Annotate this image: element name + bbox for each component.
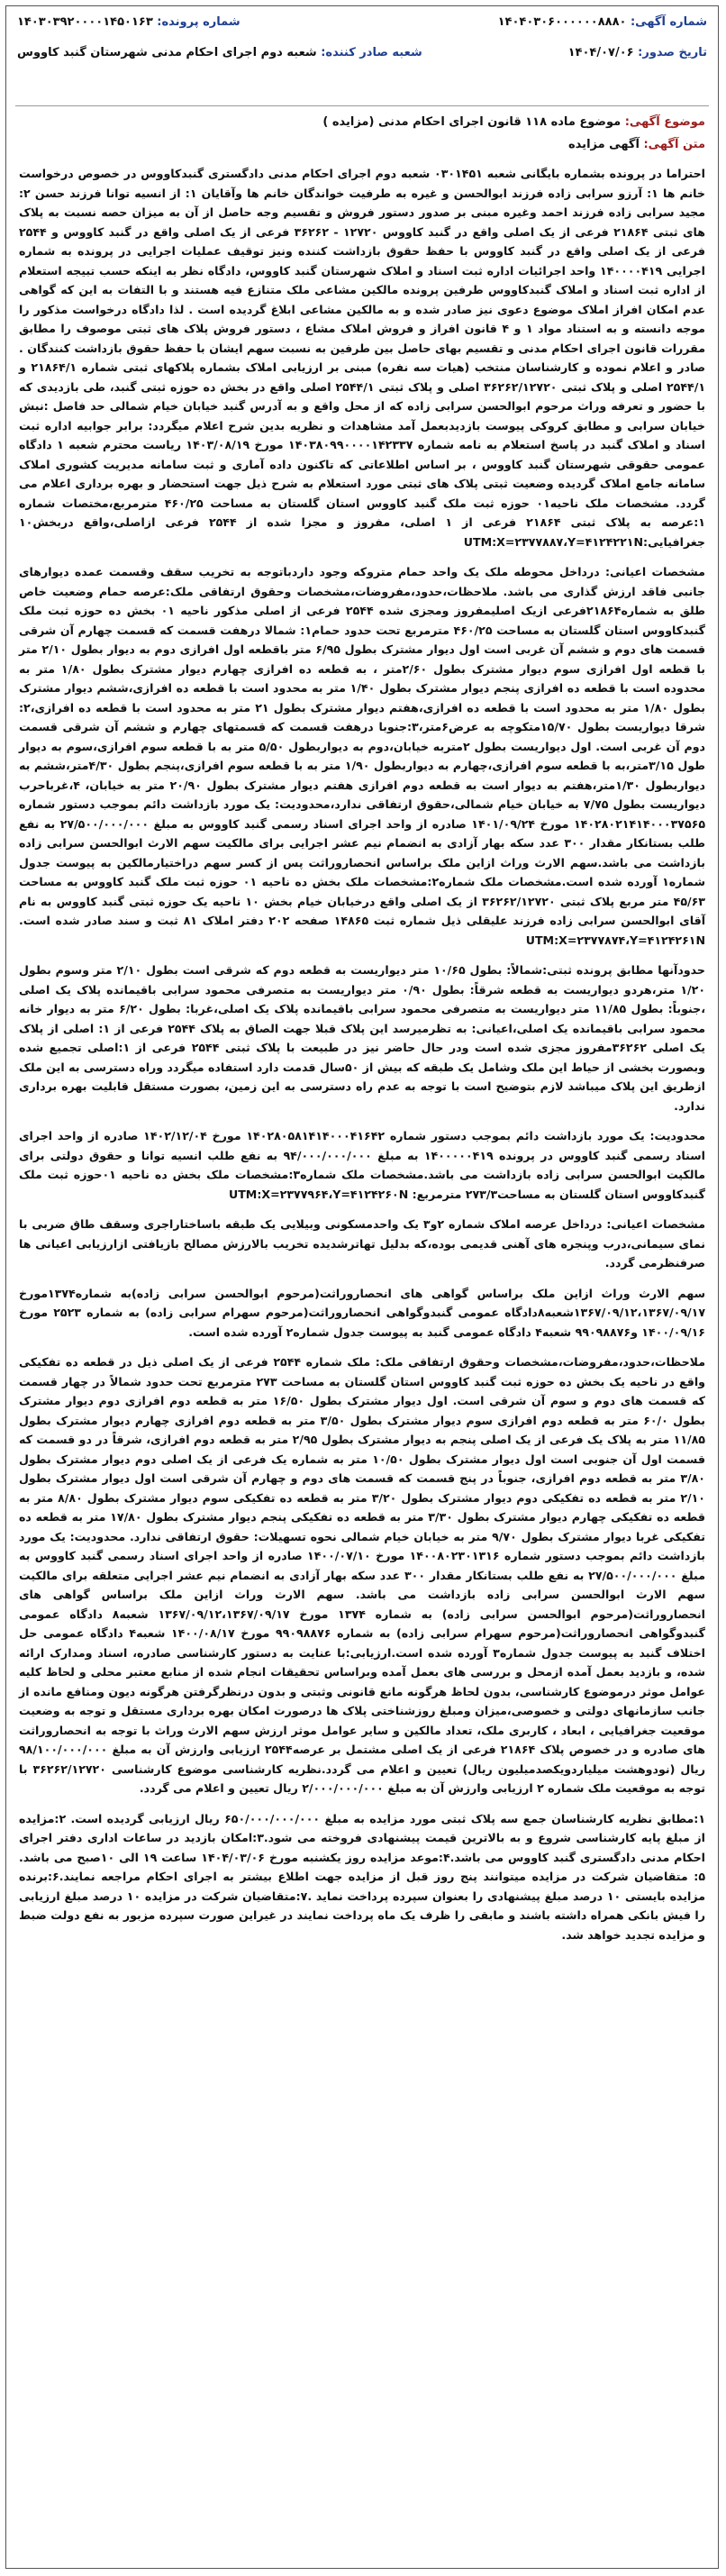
notice-text-title: متن آگهی: آگهی مزایده bbox=[568, 138, 705, 151]
issuing-branch: شعبه صادر کننده: شعبه دوم اجرای احکام مدنی شهرستان گنبد کاووس bbox=[17, 46, 422, 59]
paragraph-1: احتراما در پرونده بشماره بایگانی شعبه ۰۳۰۱۴۵۱ شعبه دوم اجرای احکام مدنی دادگستری گنبدکاووس در خصوص درخواست خانم ها ۱: آرزو سرابی زاده فرزند ابوالحسن و غیره به طرفیت خواندگان خانم ها وآقایان ۱: از انسیه توانا فرزند حسن ۲: مجید سرابی زاده فرزند احمد وغیره مبنی بر صدور دستور فروش و تقسیم وجه حاصل از آن به میزان حصه نسبت به پلاک های ثبتی ۲۱۸۶۴ فرعی از یک اصلی واقع در گنبد کاووس ۱۲۷۲۰ - ۳۶۲۶۲ فرعی از یک اصلی واقع در گنبد کاووس و ۲۵۴۴ فرعی از یک اصلی واقع در گنبد کاووس با حفظ حقوق بازداشت کننده ونیز توقیف عملیات اجرایی در پرونده به شماره اجرایی ۱۴۰۰۰۰۴۱۹ واحد اجرائیات اداره ثبت اسناد و املاک شهرستان گنبد کاووس، دادگاه نظر به اینکه حسب تبیجه استعلام از اداره ثبت اسناد و املاک گنبدکاووس طرفین پرونده مالکین مشاعی ملک متنازع فیه هستند و با التفات به این که گواهی عدم امکان افراز املاک موضوع دعوی نیز صادر شده و به مالکین مشاعی ابلاغ گردیده است . لذا دادگاه درخواست مذکور را موجه دانسته و به استناد مواد ۱ و ۴ قانون افراز و فروش املاک مشاع ، دستور فروش پلاک های ثبتی موصوف را مطابق مقررات قانون اجرای احکام مدنی و تقسیم بهای حاصل بین طرفین به نسبت سهم ایشان با حفظ حقوق بازداشت کنندگان . صادر و اعلام نموده و کارشناسان منتخب (هیات سه نفره) مبنی بر ارزیابی املاک بشماره پلاکهای ثبتی شماره ۲۱۸۶۴/۱ و ۲۵۴۴/۱ اصلی و پلاک ثبتی ۳۶۲۶۲/۱۲۷۲۰ اصلی و پلاک ثبتی ۲۵۴۴/۱ اصلی واقع در بخش ده حوزه ثبتی گنبد، طی بازدیدی که با حضور و تعرفه وراث مرحوم ابوالحسن سرابی زاده که از محل واقع و به آدرس گنبد خیابان خیام شمالی حد فاصل :نبش خیابان سرابی و مطابق کروکی پیوست بازدیدبعمل آمد مشاهدات و نظریه بدین شرح اعلام میگردد: برابر جوابیه اداره ثبت اسناد و املاک گنبد در پاسخ استعلام به نامه شماره ۱۴۰۳۸۰۹۹۰۰۰۰۱۴۲۳۳۷ مورخ ۱۴۰۳/۰۸/۱۹ ریاست محترم شعبه ۱ دادگاه عمومی حقوقی شهرستان گنبد کاووس ، بر اساس اطلاعاتی که تاکنون داده آماری و ثبت سامانه مدیریت کشوری املاک سامانه جامع املاک گردیده وضعیت ثبتی پلاک های ثبتی مورد استعلام به شرح ذیل جهت استحضار و بهره برداری اعلام می گردد. مشخصات ملک ناحیه۰۱ حوزه ثبت ملک گنبد کاووس استان گلستان به مساحت ۴۶۰/۲۵ مترمربع،مختصات شماره ۱:عرصه به پلاک ثبتی ۲۱۸۶۴ فرعی از ۱ اصلی، مفروز و مجزا شده از ۲۵۴۴ فرعی ازاصلی،واقع دربخش۱۰ جغرافیایی:UTM:X=۲۳۷۷۸۸۷،Y=۴۱۲۴۲۲۱N bbox=[19, 167, 706, 549]
paragraph-5: مشخصات اعیانی: درداخل عرصه املاک شماره ۲و۳ یک واحدمسکونی وبیلایی یک طبقه باساختاراجری وسقف طاق ضربی با نمای سیمانی،درب وپنجره های آهنی قدیمی بوده،که بدلیل تهاترشدیده تخریب بالارزش مصالح بازیافتی ازارزیابی اعیانی ها صرفنظرمی گردد. bbox=[19, 1217, 705, 1270]
paragraph-6: سهم الارث وراث ازاین ملک براساس گواهی های انحصاروراثت(مرحوم ابوالحسن سرابی زاده)به شماره۱۳۷۴مورخ ۱۳۶۷/۰۹/۱۲،۱۳۶۷/۰۹/۱۷شعبه۸دادگاه عمومی گنبدوگواهی انحصاروراثت(مرحوم سهرام سرابی زاده) به شماره ۲۵۲۳ مورخ ۱۴۰۰/۰۹/۱۶ و۹۹۰۹۸۸۷۶ شعبه۴ دادگاه عمومی گنبد به پیوست جدول شماره۲ آورده شده است. bbox=[19, 1286, 706, 1339]
case-number: شماره پرونده: ۱۴۰۳۰۳۹۲۰۰۰۰۱۴۵۰۱۶۳ bbox=[17, 15, 240, 29]
paragraph-2: مشخصات اعیانی: درداخل محوطه ملک یک واحد حمام متروکه وجود داردباتوجه به تخریب سقف وقسمت عمده دیوارهای جانبی فاقد ارزش گذاری می باشد. ملاحظات،حدود،مفروضات،مشخصات وحقوق ارتفاقی ملک:عرصه حمام وضعیت خاص طلق به شماره۲۱۸۶۴فرعی ازیک اصلیمفروز ومجزی شده ۲۵۴۴ فرعی از اصلی مذکور ناحیه ۰۱ بخش ده حوزه ثبت ملک گنبدکاووس استان گلستان به مساحت ۴۶۰/۲۵ مترمربع تحت حدود حمام۱: شمالا درهفت قسمت که قسمت چهارم آن شرقی قسمت های دوم و ششم آن غربی است اول دیوار مشترک بطول ۶/۹۵ متر باقطعه اول افرازی دوم به دیوار بطول ۲/۱۰ متر با قطعه اول افرازی سوم دیوار مشترک بطول ۲/۶۰متر ، به قطعه ده افرازی چهارم دیوار مشترک بطول ۱/۸۰ متر به محدوده است با قطعه ده افرازی پنجم دیوار مشترک بطول ۱/۴۰ متر به محدود است با قطعه ده افرازی،ششم دیوار مشترک بطول ۱/۸۰ متر به محدود است با قطعه ده افرازی،هفتم دیوار مشترک بطول ۲۱ متر به محدود است با قطعه ده افرازی،۲: شرقا دیواریست بطول ۱۵/۷۰متکوچه به عرض۶متر،۳:جنوبا درهفت قسمت که قسمتهای چهارم و ششم آن شرقی قسمت دوم آن غربی است. اول دیواریست بطول ۲متربه خیابان،دوم به دیواربطول ۵/۵۰ متر به با قطعه سوم افرازی،سوم به دیوار طول ۳/۱۵متر،به با قطعه سوم افرازی،چهارم به دیواربطول ۱/۹۰ متر به با قطعه سوم افرازی،پنجم بطول ۴/۳۰متر،ششم به دیواربطول ۱/۳۰متر،هفتم به دیوار است به قطعه دوم افرازی هفتم دیوار مشترک بطول ۲۰/۹۰ متر به خیابان، ۴،غرباحرب دیواریست بطول ۷/۷۵ به خیابان خیام شمالی،حقوق ارتفاقی ندارد،محدودیت: یک مورد بازداشت دائم بموجب دستور شماره ۱۴۰۲۸۰۲۱۴۱۴۰۰۰۳۷۵۶۵ مورخ ۱۴۰۱/۰۹/۲۴ صادره از واحد اجرای اسناد رسمی گنبد کاووس به مبلغ ۲۷/۵۰۰/۰۰۰/۰۰۰ به نفع طلب بستانکار مقدار ۳۰۰ عدد سکه بهار آزادی به انضمام نیم عشر اجرایی برای مالکیت سهم الارث ابوالحسن سرابی زاده بازداشت می باشد.سهم الارث وراث ازاین ملک براساس انحصاروراثت پس از کسر سهم دراختیارمالکین به پیوست جدول شماره۱ آورده شده است.مشخصات ملک شماره۲:مشخصات ملک بخش ده ناحیه ۰۱ حوزه ثبت ملک گنبد کاووس به مساحت ۴۵/۶۳ متر مربع پلاک ثبتی ۳۶۲۶۲/۱۲۷۲۰ از یک اصلی واقع درخیابان خیام بخش ۱۰ ناحیه یک حوزه ثبتی گنبد کاووس به نام آقای ابوالحسن سرابی زاده فرزند علیقلی ذیل شماره ثبت ۱۴۸۶۵ صفحه ۲۰۲ دفتر املاک ۸۱ ثبت و سند صادر شده است. UTM:X=۲۳۷۷۸۷۴،Y=۴۱۲۴۲۶۱N bbox=[19, 565, 706, 947]
notice-number: شماره آگهی: ۱۴۰۴۰۳۰۶۰۰۰۰۰۰۸۸۸۰ bbox=[497, 15, 707, 29]
paragraph-7: ملاحظات،حدود،مفروضات،مشخصات وحقوق ارتفاقی ملک: ملک شماره ۲۵۴۴ فرعی از یک اصلی ذیل در قطعه ده تفکیکی واقع در ناحیه یک بخش ده حوزه ثبت گنبد کاووس استان گلستان به مساحت ۲۷۳ مترمربع تحت حدود شمالاً در چهار قسمت که قسمت های دوم و سوم آن شرقی است. اول دیوار مشترک بطول ۱۶/۵۰ متر به قطعه دوم افرازی دوم دیوار مشترک بطول ۶۰/۰ متر به قطعه دوم افرازی سوم دیوار مشترک بطول ۳/۵۰ متر به قطعه دوم افرازی چهارم دیوار مشترک بطول ۱۱/۸۵ متر به پلاک یک فرعی از یک اصلی پنجم به دیوار مشترک بطول ۲/۹۵ متر به قطعه دوم افرازی، شرقاً در دو قسمت که قسمت اول آن جنوبی است اول دیوار مشترک بطول ۱۰/۵۰ متر به شماره یک فرعی از یک اصلی دوم دیوار مشترک بطول ۳/۸۰ متر به قطعه دوم افرازی، جنوباً در پنج قسمت که قسمت های دوم و چهارم آن شرقی است اول دیوار مشترک بطول ۲/۱۰ متر به قطعه ده تفکیکی دوم دیوار مشترک بطول ۳/۲۰ متر به قطعه ده تفکیکی سوم دیوار مشترک بطول ۸/۸۰ متر به قطعه ده تفکیکی چهارم دیوار مشترک بطول ۳/۳۰ متر به قطعه ده تفکیکی پنجم دیوار مشترک بطول ۱۷/۸۰ متر به قطعه ده تفکیکی غربا دیوار مشترک بطول ۹/۷۰ متر به خیابان خیام شمالی نحوه تسهیلات: حقوق ارتفاقی ندارد. محدودیت: یک مورد بازداشت دائم بموجب دستور شماره ۱۴۰۰۸۰۲۳۰۱۳۱۶ مورخ ۱۴۰۰/۰۷/۱۰ صادره از واحد اجرای اسناد رسمی گنبد کاووس به مبلغ ۲۷/۵۰۰/۰۰۰/۰۰۰ به نفع طلب بستانکار مقدار ۳۰۰ عدد سکه بهار آزادی به انضمام نیم عشر اجرایی متعلقه برای مالکیت سهم الارث ابوالحسن سرابی زاده بازداشت می باشد. سهم الارث وراث ازاین ملک براساس گواهی های انحصاروراثت(مرحوم ابوالحسن سرابی زاده) به شماره ۱۳۷۴ مورخ ۱۳۶۷/۰۹/۱۲،۱۳۶۷/۰۹/۱۷ شعبه۸ دادگاه عمومی گنبدوگواهی انحصاروراثت(مرحوم سهرام سرابی زاده) به شماره ۹۹۰۹۸۸۷۶ مورخ ۱۴۰۰/۰۸/۱۷ شعبه۴ دادگاه عمومی حل اختلاف گنبد به پیوست جدول شماره۳ آورده شده است.ارزیابی:با عنایت به دستور کارشناسی صادره، اسناد ومدارک ارائه شده، و بازدید بعمل آمده ازمحل و بررسی های بعمل آمده وبراساس تحقیقات انجام شده از منابع معتبر محلی و لحاظ کلیه عوامل موثر درموضوع کارشناسی، بدون لحاظ هرگونه مانع قانونی وثبتی و بدون درنظرگرفتن هرگونه دیون ومنافع مانده از جانب سازمانهای دولتی و خصوصی،میزان ومبلغ روزشناختی پلاک ها درصورت امکان بهره برداری مستقل و توجه به وضعیت موقعیت جغرافیایی ، ابعاد ، کاربری ملک، تعداد مالکین و سایر عوامل موثر ارزش سهم الارث وراث با توجه به انحصاروراثت های صادره و در خصوص پلاک ۲۱۸۶۴ فرعی از یک اصلی مشتمل بر عرصه۲۵۴۴ ارزیابی وارزش آن به مبلغ ۹۸/۱۰۰/۰۰۰/۰۰۰ ریال (نودوهشت میلیاردویکصدمیلیون ریال) تعیین و اعلام می گردد.نظریه کارشناسی موضوع کارشناسی ۳۶۲۶۲/۱۲۷۲۰ با توجه به موقعیت ملک شماره ۲ ارزیابی وارزش آن به مبلغ ۲/۰۰۰/۰۰۰/۰۰۰ ریال تعیین و اعلام می گردد. bbox=[19, 1355, 706, 1795]
auction-terms: ۱:مطابق نظریه کارشناسان جمع سه پلاک ثبتی مورد مزایده به مبلغ ۶۵۰/۰۰۰/۰۰۰/۰۰۰ ریال ارزیابی گردیده است. ۲:مزایده از مبلغ پایه کارشناسی شروع و به بالاترین قیمت پیشنهادی فروخته می شود.۳:امکان بازدید در ساعات اداری دفتر اجرای احکام مدنی دادگستری گنبد کاووس می باشد.۴:موعد مزایده روز یکشنبه مورخ ۱۴۰۴/۰۳/۰۶ ساعت ۱۹ الی ۱۰صبح می باشد. ۵: متقاضیان شرکت در مزایده میتوانند پنج روز قبل از مزایده جهت اطلاع بیشتر به اجرای احکام مراجعه نمایند.۶:برنده مزایده بایستی ۱۰ درصد مبلغ پیشنهادی را بعنوان سپرده پرداخت نماید .۷:متقاضیان شرکت در مزایده ۱۰ درصد مبلغ ارزیابی را فیش بانکی همراه داشته باشند و مابقی را ظرف یک ماه پرداخت نمایند در غیراین صورت سپرده مزبور به نفع دولت ضبط و مزایده تجدید خواهد شد. bbox=[19, 1811, 706, 1942]
notice-body bbox=[6, 151, 718, 1944]
notice-header bbox=[6, 6, 718, 105]
issue-date: تاریخ صدور: ۱۴۰۴/۰۷/۰۶ bbox=[567, 46, 707, 59]
paragraph-3: حدودآنها مطابق پرونده ثبتی:شمالاً: بطول ۱۰/۶۵ متر دیواریست به قطعه دوم که شرقی است بطول ۲/۱۰ متر وسوم بطول ۱/۲۰ متر،هردو دیواریست به قطعه شرقاً: بطول ۰/۹۰ متر دیواریست به متصرفی محمود سرابی باقیمانده پلاک یک اصلی ،جنوباً: بطول ۱۱/۸۵ متر دیواریست به متصرفی محمود سرابی باقیمانده پلاک یک اصلی،غربا: بطول ۶/۲۰ متر به دیوار خانه محمود سرابی باقیمانده یک اصلی،اعیانی: به تظرمیرسد این پلاک قبلا جهت الصاق به پلاک ۲۵۴۴ فرعی از ۱: اصلی از پلاک یک اصلی ۳۶۲۶۲مفروز مجزی شده است ودر حال حاضر نیز در طبیعت با پلاک ثبتی ۲۵۴۴ فرعی از ۱:اصلی تجمیع شده وبصورت بخشی از حیاط این ملک وشامل یک طبقه که بیش از ۵۰سال قدمت دارد استفاده میگردد وراه دسترسی به این ملک ازطریق این پلاک میباشد لازم بتوضیح است با توجه به عدم راه دسترسی به این زمین، بصورت مستقل قابلیت بهره برداری ندارد. bbox=[19, 963, 706, 1113]
notice-subject: موضوع آگهی: موضوع ماده ۱۱۸ قانون اجرای احکام مدنی (مزایده ) bbox=[322, 115, 705, 129]
notice-frame bbox=[5, 5, 719, 2569]
paragraph-4: محدودیت: یک مورد بازداشت دائم بموجب دستور شماره ۱۴۰۲۸۰۵۸۱۴۱۴۰۰۰۴۱۶۴۲ مورخ ۱۴۰۲/۱۲/۰۴ صادره از واحد اجرای اسناد رسمی گنبد کاووس در پرونده ۱۴۰۰۰۰۰۴۱۹ به مبلغ ۹۴/۰۰۰/۰۰۰/۰۰۰ به نفع طلب انسیه توانا و حقوق دولتی برای مالکیت ابوالحسن سرابی زاده بازداشت می باشد.مشخصات ملک شماره۳:مشخصات ملک بخش ده ناحیه ۰۱حوزه ثبت ملک گنبدکاووس استان گلستان به مساحت۲۷۳/۳ مترمربع: UTM:X=۲۳۷۷۹۶۴،Y=۴۱۲۴۲۶۰N bbox=[19, 1129, 706, 1201]
